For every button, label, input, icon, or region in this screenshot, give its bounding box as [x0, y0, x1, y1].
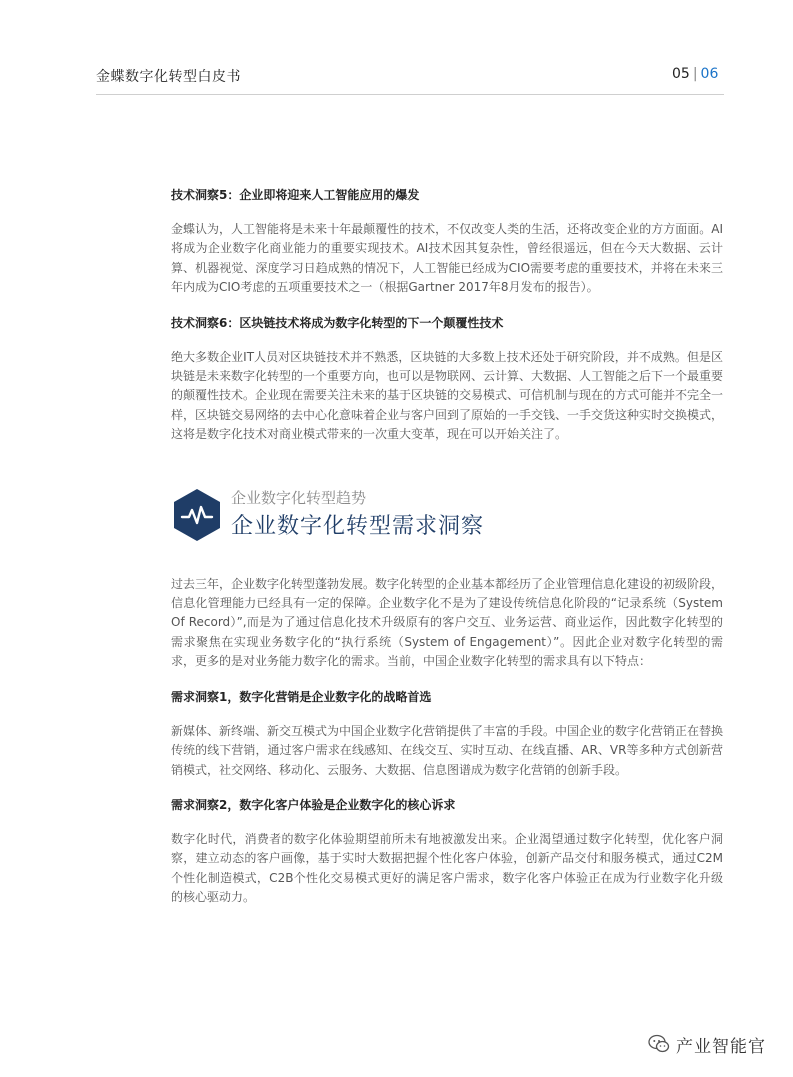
main-content [171, 186, 723, 908]
page-number-right: 06 [700, 66, 719, 82]
header-divider [96, 94, 724, 95]
paragraph-demand-intro: 过去三年，企业数字化转型蓬勃发展。数字化转型的企业基本都经历了企业管理信息化建设的初级阶段，信息化管理能力已经具有一定的保障。企业数字化不是为了建设传统信息化阶段的“记录系统（System Of Record）”,而是为了通过信息化技术升级原有的客户交互、业务运营、商业运作，因此数字化转型的需求聚焦在实现业务数字化的“执行系统（System of Engagement）”。因此企业对数字化转型的需求，更多的是对业务能力数字化的需求。当前，中国企业数字化转型的需求具有以下特点： [171, 576, 724, 669]
watermark [648, 1031, 766, 1057]
paragraph-customer-experience: 数字化时代，消费者的数字化体验期望前所未有地被激发出来。企业渴望通过数字化转型，优化客户洞察，建立动态的客户画像，基于实时大数据把握个性化客户体验，创新产品交付和服务模式，通过C2M个性化制造模式，C2B个性化交易模式更好的满足客户需求，数字化客户体验正在成为行业数字化升级的核心驱动力。 [171, 831, 723, 905]
heading-demand-insight-1: 需求洞察1，数字化营销是企业数字化的战略首选 [171, 689, 432, 704]
wechat-icon [648, 1034, 670, 1054]
document-title: 金蝶数字化转型白皮书 [96, 69, 241, 85]
section-header [171, 487, 723, 551]
page-separator: | [692, 66, 698, 82]
heading-tech-insight-5: 技术洞察5：企业即将迎来人工智能应用的爆发 [171, 188, 420, 202]
section-subtitle: 企业数字化转型趋势 [231, 488, 367, 507]
paragraph-ai: 金蝶认为，人工智能将是未来十年最颠覆性的技术，不仅改变人类的生活，还将改变企业的方方面面。AI将成为企业数字化商业能力的重要实现技术。AI技术因其复杂性，曾经很遥远，但在今天大数据、云计算、机器视觉、深度学习日趋成熟的情况下，人工智能已经成为CIO需要考虑的重要技术，并将在未来三年内成为CIO考虑的五项重要技术之一（根据Gartner 2017年8月发布的报告）。 [171, 222, 723, 295]
watermark-text: 产业智能官 [676, 1036, 766, 1057]
page-numbers [672, 66, 718, 82]
heading-tech-insight-6: 技术洞察6：区块链技术将成为数字化转型的下一个颠覆性技术 [171, 315, 504, 330]
pulse-hexagon-icon [171, 487, 223, 543]
paragraph-blockchain: 绝大多数企业IT人员对区块链技术并不熟悉，区块链的大多数上技术还处于研究阶段，并不成熟。但是区块链是未来数字化转型的一个重要方向，也可以是物联网、云计算、大数据、人工智能之后下一个最重要的颠覆性技术。企业现在需要关注未来的基于区块链的交易模式、可信机制与现在的方式可能并不完全一样，区块链交易网络的去中心化意味着企业与客户回到了原始的一手交钱、一手交货这种实时交换模式，这将是数字化技术对商业模式带来的一次重大变革，现在可以开始关注了。 [171, 349, 724, 442]
paragraph-digital-marketing: 新媒体、新终端、新交互模式为中国企业数字化营销提供了丰富的手段。中国企业的数字化营销正在替换传统的线下营销，通过客户需求在线感知、在线交互、实时互动、在线直播、AR、VR等多种方式创新营销模式，社交网络、移动化、云服务、大数据、信息图谱成为数字化营销的创新手段。 [171, 723, 724, 777]
page-number-left: 05 [672, 66, 690, 82]
section-title: 企业数字化转型需求洞察 [231, 513, 485, 539]
heading-demand-insight-2: 需求洞察2，数字化客户体验是企业数字化的核心诉求 [171, 797, 456, 812]
